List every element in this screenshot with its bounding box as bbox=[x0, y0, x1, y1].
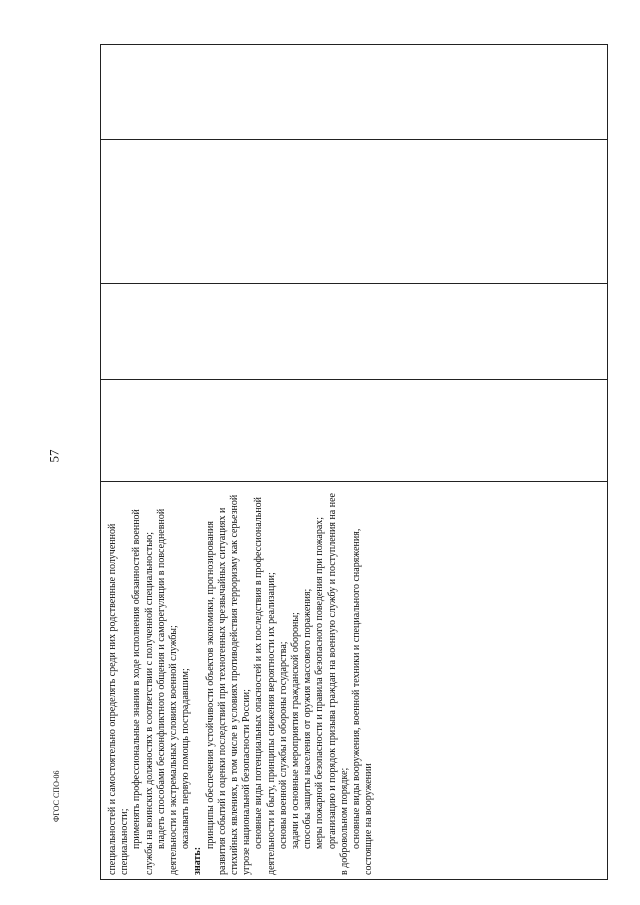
competence-cell bbox=[105, 483, 603, 877]
text-paragraph: основные виды вооружения, военной техники и специального снаряжения, состоящие на вооружении bbox=[351, 528, 375, 875]
competence-table bbox=[100, 44, 608, 880]
text-paragraph: принципы обеспечения устойчивости объектов экономики, прогнозирования развития событий и оценки последствий при техногенных чрезвычайных ситуациях и стихийных явлениях, в том числе в условиях противодействия терроризму как серьезной угрозе национальной безопасности России; bbox=[204, 494, 253, 875]
text-paragraph: оказывать первую помощь пострадавшим; bbox=[180, 668, 192, 849]
text-paragraph: задачи и основные мероприятия гражданской обороны; bbox=[290, 612, 302, 849]
text-paragraph: владеть способами бесконфликтного общения и саморегуляции в повседневной деятельности и экстремальных условиях военной службы; bbox=[155, 508, 180, 875]
table-column-divider bbox=[101, 283, 607, 284]
table-column-divider bbox=[101, 139, 607, 140]
text-paragraph: способы защиты населения от оружия массового поражения; bbox=[302, 588, 314, 849]
text-paragraph: специальностей и самостоятельно определять среди них родственные полученной специальности; bbox=[107, 523, 131, 875]
text-paragraph: основные виды потенциальных опасностей и их последствия в профессиональной деятельности и быту, принципы снижения вероятности их реализации; bbox=[253, 496, 277, 875]
table-column-divider bbox=[101, 481, 607, 482]
text-paragraph: применять профессиональные знания в ходе исполнения обязанностей военной службы на воинских должностях в соответствии с полученной специальностью; bbox=[131, 509, 155, 875]
footer-code: ФГОС СПО-06 bbox=[52, 770, 61, 822]
text-paragraph: основы военной службы и обороны государства; bbox=[277, 641, 289, 849]
table-column-divider bbox=[101, 379, 607, 380]
page-number: 57 bbox=[46, 449, 62, 463]
competence-text bbox=[105, 483, 603, 877]
text-paragraph: меры пожарной безопасности и правила безопасного поведения при пожарах; bbox=[314, 516, 326, 849]
text-paragraph: организацию и порядок призыва граждан на военную службу и поступления на нее в добровольном порядке; bbox=[326, 493, 350, 875]
text-paragraph: знать: bbox=[192, 846, 204, 875]
